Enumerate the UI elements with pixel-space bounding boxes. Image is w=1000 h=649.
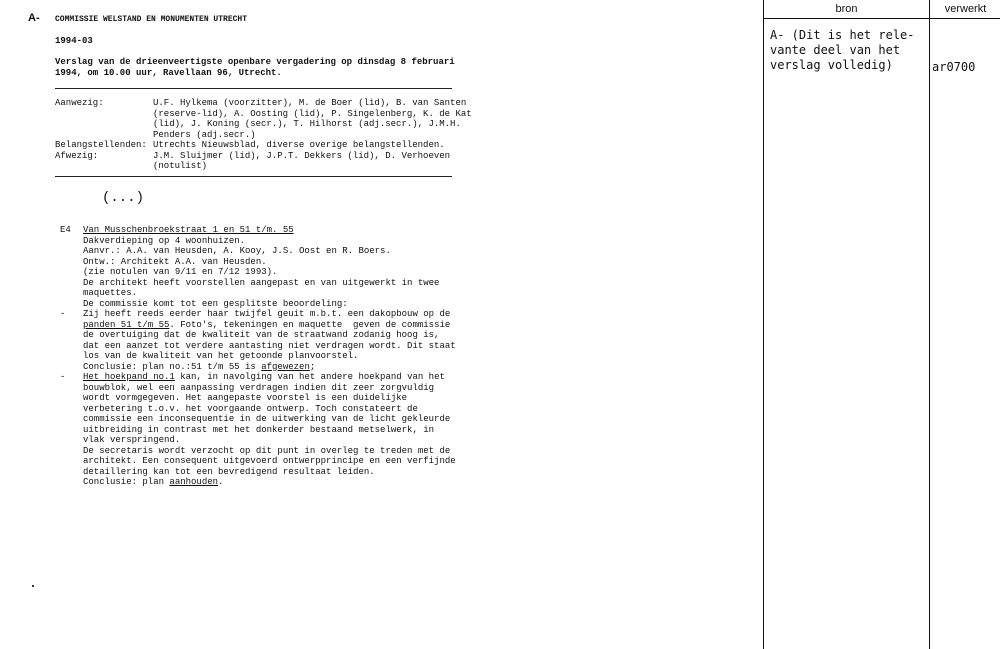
item-line: Zij heeft reeds eerder haar twijfel geuit m.b.t. een dakopbouw op de (83, 309, 451, 319)
divider-top (55, 88, 452, 89)
absent-line: (notulist) (153, 161, 208, 171)
item-line: De commissie komt tot een gesplitste beoordeling: (83, 298, 348, 309)
absent-label: Afwezig: (55, 150, 99, 161)
item-line: architekt. Een consequent uitgevoerd ontwerpprincipe en een verfijnde (83, 456, 456, 466)
subject-line-1: Verslag van de drieenveertigste openbare vergadering op dinsdag 8 februari (55, 57, 455, 67)
absent-line: J.M. Sluijmer (lid), J.P.T. Dekkers (lid), D. Verhoeven (153, 150, 451, 161)
conclusion-suffix: ; (309, 361, 316, 372)
bron-header: bron (764, 0, 929, 19)
item-line: (zie notulen van 9/11 en 7/12 1993). (83, 267, 278, 277)
present-line: (lid), J. Koning (secr.), T. Hilhorst (adj.secr.), J.M.H. (153, 119, 461, 129)
present-label: Aanwezig: (55, 98, 104, 108)
item-text: . Foto's, tekeningen en maquette geven de commissie (169, 319, 451, 330)
underlined-text: Het hoekpand no.1 (83, 372, 175, 382)
item-line: uitbreiding in contrast met het donkerder bestaand metselwerk, in (83, 424, 435, 435)
document-title: COMMISSIE WELSTAND EN MONUMENTEN UTRECHT (55, 15, 248, 24)
bullet-dash: - (60, 309, 66, 319)
bullet-dash: - (60, 372, 66, 382)
item-line: Dakverdieping op 4 woonhuizen. (83, 235, 246, 246)
item-line: bouwblok, wel een aanpassing verdragen indien dit zeer zorgvuldig (83, 382, 435, 393)
item-text: kan, in navolging van het andere hoekpand van het (174, 372, 445, 382)
omission-marker: (...) (102, 190, 145, 206)
item-line (83, 320, 450, 331)
stakeholders-label: Belangstellenden: (55, 140, 147, 150)
item-line: verbetering t.o.v. het voorgaande ontwerp. Toch constateert de (83, 403, 418, 414)
bron-column (764, 0, 930, 649)
item-line: commissie een inconsequentie in de uitwerking van de licht gekleurde (83, 414, 451, 424)
item-line: vlak verspringend. (83, 435, 181, 445)
item-line: Aanvr.: A.A. van Heusden, A. Kooy, J.S. Oost en R. Boers. (83, 246, 391, 256)
item-line: dat een aanzet tot verdere aantasting niet verdragen wordt. Dit staat (83, 340, 456, 351)
item-line: wordt vormgegeven. Het aangepaste voorstel is een duidelijke (83, 393, 408, 403)
conclusion-verdict: aanhouden (169, 477, 219, 487)
verwerkt-code: ar0700 (932, 60, 976, 74)
divider-bottom (55, 176, 452, 177)
item-line (83, 372, 445, 383)
document-code: 1994-03 (55, 36, 93, 46)
conclusion-suffix: . (218, 477, 224, 487)
item-line: de overtuiging dat de kwaliteit van de straatwand zodanig hoog is, (83, 330, 440, 340)
conclusion-text: Conclusie: plan no.:51 t/m 55 is (83, 361, 262, 372)
verwerkt-column (930, 0, 1000, 649)
conclusion-1 (83, 362, 315, 373)
item-line: los van de kwaliteit van het getoonde planvoorstel. (83, 351, 359, 361)
conclusion-verdict: afgewezen (261, 361, 310, 372)
item-title: Van Musschenbroekstraat 1 en 51 t/m. 55 (83, 225, 294, 235)
item-line: De architekt heeft voorstellen aangepast en van uitgewerkt in twee (83, 277, 440, 288)
present-line: (reserve-lid), A. Oosting (lid), P. Singelenberg, K. de Kat (153, 108, 472, 119)
scan-speck (32, 585, 34, 587)
subject-line-2: 1994, om 10.00 uur, Ravellaan 96, Utrecht. (55, 68, 282, 78)
tracking-sidebar (763, 0, 1000, 649)
conclusion-2 (83, 477, 223, 488)
present-line: Penders (adj.secr.) (153, 129, 256, 140)
item-line: detaillering kan tot een bevredigend resultaat leiden. (83, 466, 375, 477)
item-line: Ontw.: Architekt A.A. van Heusden. (83, 256, 267, 267)
present-line: U.F. Hylkema (voorzitter), M. de Boer (lid), B. van Santen (153, 98, 467, 108)
bron-note: A- (Dit is het rele- vante deel van het verslag volledig) (770, 28, 915, 72)
verwerkt-header: verwerkt (930, 0, 1000, 19)
stakeholders-value: Utrechts Nieuwsblad, diverse overige belangstellenden. (153, 140, 445, 150)
item-line: maquettes. (83, 288, 138, 298)
conclusion-text: Conclusie: plan (83, 477, 170, 487)
underlined-text: panden 51 t/m 55 (83, 319, 170, 330)
item-number: E4 (60, 225, 71, 235)
item-line: De secretaris wordt verzocht op dit punt in overleg te treden met de (83, 445, 451, 456)
margin-mark: A- (28, 12, 40, 24)
